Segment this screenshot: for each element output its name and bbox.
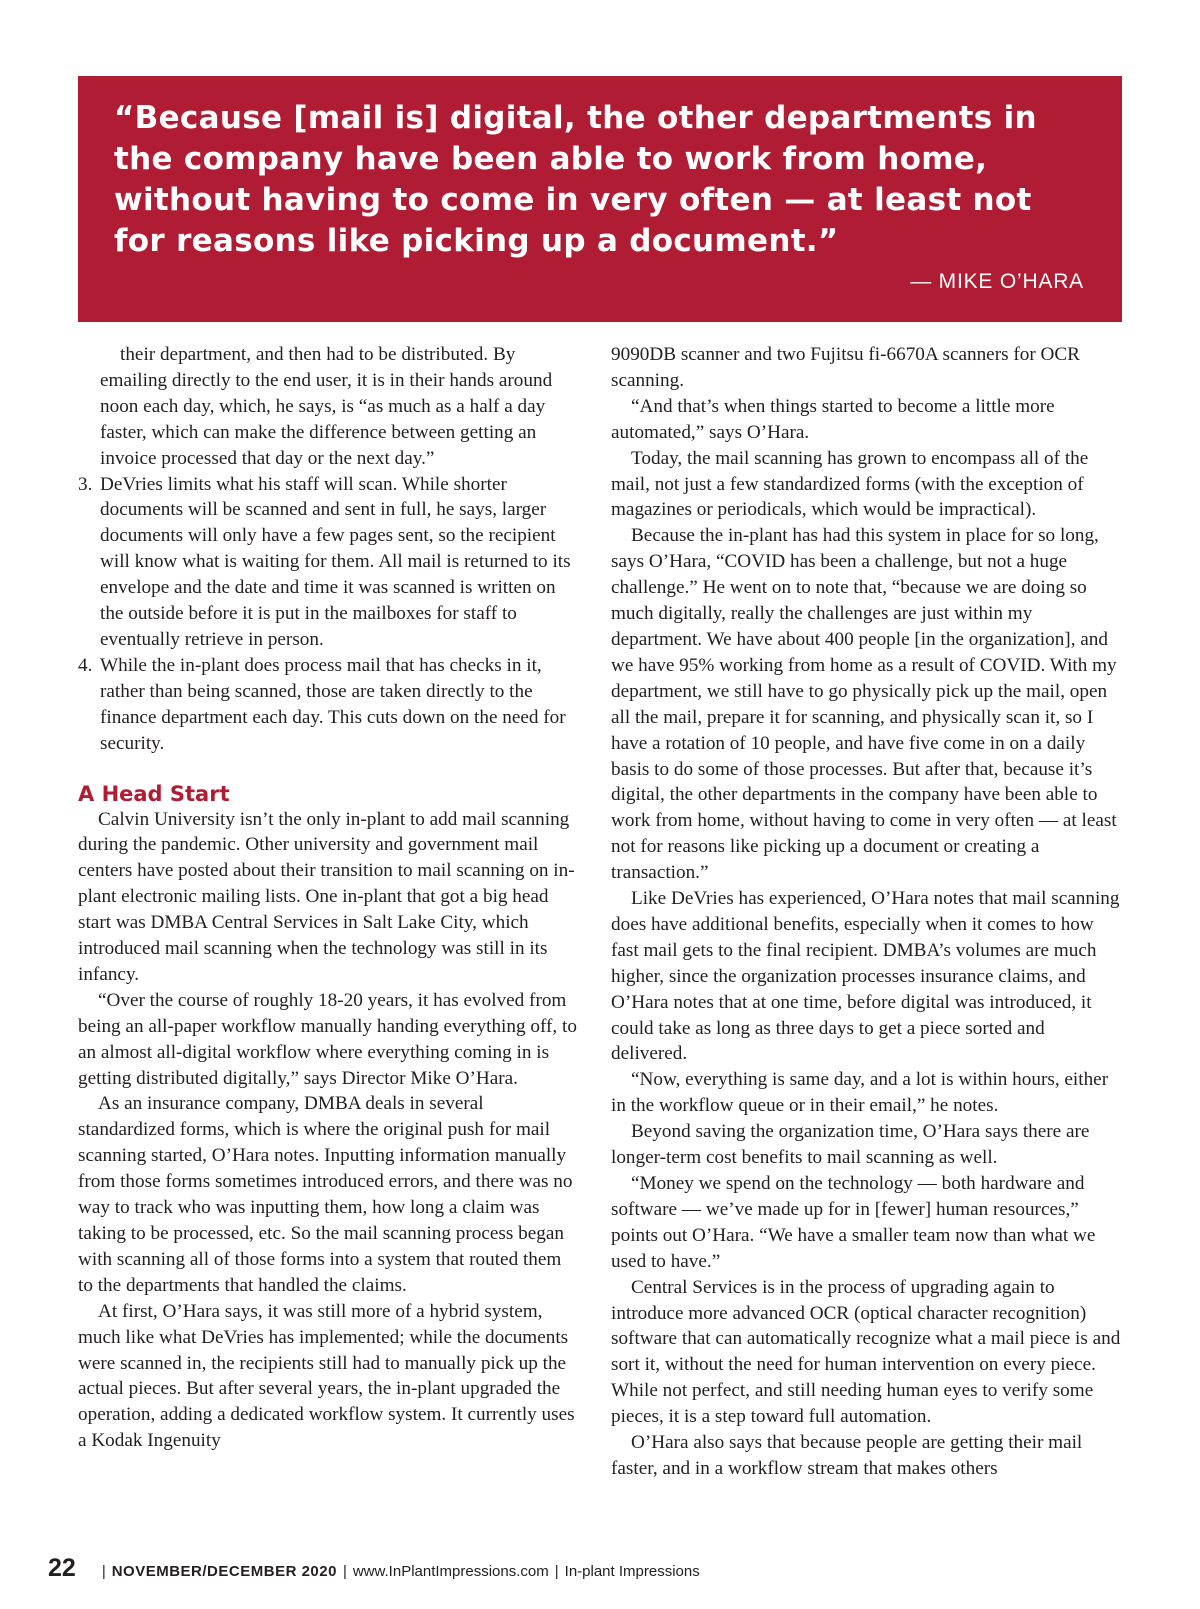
- body-paragraph: Because the in-plant has had this system in place for so long, says O’Hara, “COVID has been a challenge, but not a huge challenge.” He went on to note that, “because we are doing so much digitally, really the challenges are just within my department. We have about 400 people [in the organization], and we have 95% working from home as a result of COVID. With my department, we still have to go physically pick up the mail, open all the mail, prepare it for scanning, and physically scan it, so I have a rotation of 10 people, and have five come in on a daily basis to do some of those processes. But after that, because it’s digital, the other departments in the company have been able to work from home, without having to come in very often — at least not for reasons like picking up a document or creating a transaction.”: [611, 525, 1117, 884]
- list-item-3: [78, 472, 581, 653]
- footer-separator: |: [101, 1563, 106, 1580]
- website-link[interactable]: www.InPlantImpressions.com: [352, 1563, 549, 1580]
- pull-quote-attribution: — MIKE O’HARA: [910, 270, 1084, 293]
- footer-separator: |: [554, 1563, 559, 1580]
- left-column: [78, 342, 581, 1454]
- pull-quote-box: [78, 76, 1122, 322]
- list-item-text: DeVries limits what his staff will scan. While shorter documents will be scanned and sent in full, he says, larger documents will only have a few pages sent, so the recipient will know what is waiting for them. All mail is returned to its envelope and the date and time it was scanned is written on the outside before it is put in the mailboxes for staff to eventually retrieve in person.: [100, 473, 571, 650]
- body-paragraph: Like DeVries has experienced, O’Hara notes that mail scanning does have additional benefits, especially when it comes to how fast mail gets to the final recipient. DMBA’s volumes are much higher, since the organization processes insurance claims, and O’Hara notes that at one time, before digital was introduced, it could take as long as three days to get a piece sorted and delivered.: [611, 888, 1120, 1065]
- body-paragraph: Calvin University isn’t the only in-plant to add mail scanning during the pandemic. Other university and government mail centers have posted about their transition to mail scanning on in-plant electronic mailing lists. One in-plant that got a big head start was DMBA Central Services in Salt Lake City, which introduced mail scanning when the technology was still in its infancy.: [78, 808, 575, 985]
- list-item-2-continuation: their department, and then had to be distributed. By emailing directly to the end user, it is in their hands around noon each day, which, he says, is “as much as a half a day faster, which can make the difference between getting an invoice processed that day or the next day.”: [100, 344, 553, 469]
- page-footer: [48, 1554, 1148, 1588]
- list-item-4: [78, 653, 581, 757]
- page-number: 22: [48, 1554, 76, 1582]
- list-item-text: While the in-plant does process mail that has checks in it, rather than being scanned, those are taken directly to the finance department each day. This cuts down on the need for security.: [100, 654, 566, 754]
- body-paragraph: “Over the course of roughly 18-20 years, it has evolved from being an all-paper workflow manually handing everything off, to an almost all-digital workflow where everything coming in is getting distributed digitally,” says Director Mike O’Hara.: [78, 989, 577, 1089]
- body-paragraph: “Now, everything is same day, and a lot is within hours, either in the workflow queue or in their email,” he notes.: [611, 1069, 1109, 1117]
- body-paragraph: Today, the mail scanning has grown to encompass all of the mail, not just a few standardized forms (with the exception of magazines or periodicals, which would be impractical).: [611, 447, 1089, 521]
- body-paragraph: As an insurance company, DMBA deals in several standardized forms, which is where the original push for mail scanning started, O’Hara notes. Inputting information manually from those forms sometimes introduced errors, and there was no way to track who was inputting them, how long a claim was taking to be processed, etc. So the mail scanning process began with scanning all of those forms into a system that routed them to the departments that handled the claims.: [78, 1093, 573, 1296]
- section-heading: A Head Start: [78, 781, 230, 806]
- issue-date: NOVEMBER/DECEMBER 2020: [111, 1563, 337, 1580]
- right-column: [611, 342, 1122, 1482]
- body-paragraph: 9090DB scanner and two Fujitsu fi-6670A scanners for OCR scanning.: [611, 344, 1080, 391]
- body-paragraph: O’Hara also says that because people are getting their mail faster, and in a workflow stream that makes others: [611, 1432, 1083, 1479]
- list-number: 3.: [78, 473, 93, 495]
- footer-separator: |: [342, 1563, 347, 1580]
- list-number: 4.: [78, 654, 93, 676]
- body-paragraph: “And that’s when things started to become a little more automated,” says O’Hara.: [611, 395, 1055, 443]
- body-paragraph: Beyond saving the organization time, O’Hara says there are longer-term cost benefits to mail scanning as well.: [611, 1121, 1090, 1169]
- body-paragraph: Central Services is in the process of upgrading again to introduce more advanced OCR (optical character recognition) software that can automatically recognize what a mail piece is and sort it, without the need for human intervention on every piece. While not perfect, and still needing human eyes to verify some pieces, it is a step toward full automation.: [611, 1276, 1121, 1428]
- body-paragraph: “Money we spend on the technology — both hardware and software — we’ve made up for in [fewer] human resources,” points out O’Hara. “We have a smaller team now than what we used to have.”: [611, 1173, 1096, 1272]
- body-paragraph: At first, O’Hara says, it was still more of a hybrid system, much like what DeVries has implemented; while the documents were scanned in, the recipients still had to manually pick up the actual pieces. But after several years, the in-plant upgraded the operation, adding a dedicated workflow system. It currently uses a Kodak Ingenuity: [78, 1300, 575, 1452]
- pull-quote-text: “Because [mail is] digital, the other departments in the company have been able to work from home, without having to come in very often — at least not for reasons like picking up a document.”: [114, 100, 1037, 259]
- publication-name: In-plant Impressions: [564, 1563, 700, 1580]
